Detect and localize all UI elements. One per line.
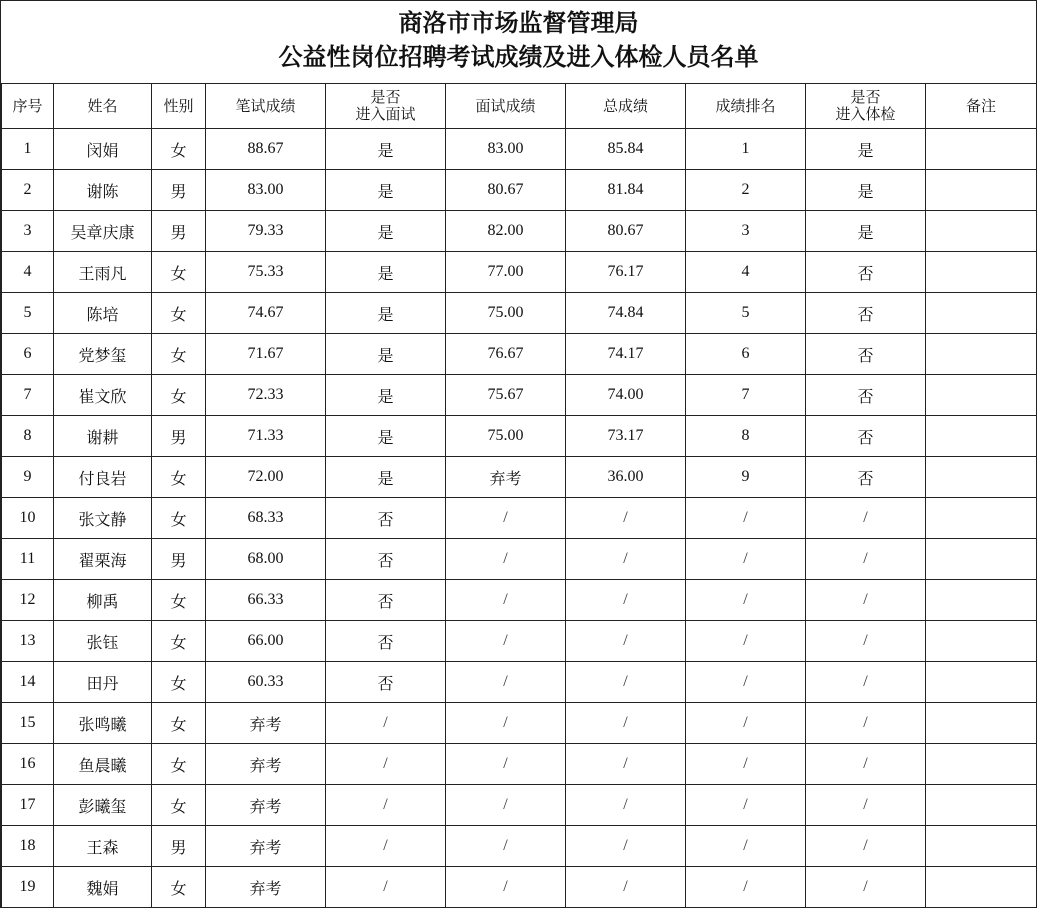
cell-written-score: 75.33 bbox=[206, 252, 326, 293]
table-row bbox=[2, 211, 1037, 252]
header-enter-exam-line2: 进入体检 bbox=[835, 105, 896, 123]
cell-enter-interview: 是 bbox=[326, 170, 446, 211]
cell-seq: 12 bbox=[2, 580, 54, 621]
cell-interview-score: 82.00 bbox=[446, 211, 566, 252]
cell-enter-exam: / bbox=[806, 580, 926, 621]
table-body bbox=[2, 129, 1037, 908]
cell-written-score: 弃考 bbox=[206, 785, 326, 826]
cell-interview-score: 80.67 bbox=[446, 170, 566, 211]
cell-rank: / bbox=[686, 621, 806, 662]
cell-gender: 女 bbox=[152, 252, 206, 293]
title-line-2: 公益性岗位招聘考试成绩及进入体检人员名单 bbox=[278, 42, 759, 71]
cell-enter-interview: / bbox=[326, 826, 446, 867]
header-enter-interview bbox=[326, 84, 446, 129]
header-enter-exam bbox=[806, 84, 926, 129]
cell-seq: 3 bbox=[2, 211, 54, 252]
cell-written-score: 72.33 bbox=[206, 375, 326, 416]
cell-interview-score: 75.67 bbox=[446, 375, 566, 416]
cell-enter-interview: 是 bbox=[326, 334, 446, 375]
cell-enter-exam: / bbox=[806, 785, 926, 826]
cell-enter-exam: / bbox=[806, 498, 926, 539]
cell-name: 魏娟 bbox=[54, 867, 152, 908]
cell-total-score: 74.00 bbox=[566, 375, 686, 416]
cell-written-score: 74.67 bbox=[206, 293, 326, 334]
cell-total-score: / bbox=[566, 744, 686, 785]
cell-enter-exam: 否 bbox=[806, 334, 926, 375]
cell-total-score: / bbox=[566, 621, 686, 662]
cell-enter-interview: 是 bbox=[326, 293, 446, 334]
cell-seq: 7 bbox=[2, 375, 54, 416]
cell-name: 彭曦玺 bbox=[54, 785, 152, 826]
cell-gender: 男 bbox=[152, 170, 206, 211]
cell-interview-score: 76.67 bbox=[446, 334, 566, 375]
header-name: 姓名 bbox=[54, 84, 152, 129]
cell-interview-score: 75.00 bbox=[446, 293, 566, 334]
cell-remark bbox=[926, 334, 1037, 375]
cell-rank: / bbox=[686, 580, 806, 621]
cell-written-score: 66.33 bbox=[206, 580, 326, 621]
table-row bbox=[2, 129, 1037, 170]
cell-gender: 男 bbox=[152, 539, 206, 580]
cell-enter-exam: 是 bbox=[806, 211, 926, 252]
cell-gender: 男 bbox=[152, 211, 206, 252]
cell-written-score: 88.67 bbox=[206, 129, 326, 170]
table-row bbox=[2, 416, 1037, 457]
cell-name: 张鸣曦 bbox=[54, 703, 152, 744]
cell-rank: / bbox=[686, 498, 806, 539]
cell-total-score: 74.17 bbox=[566, 334, 686, 375]
cell-rank: 9 bbox=[686, 457, 806, 498]
cell-gender: 女 bbox=[152, 580, 206, 621]
cell-remark bbox=[926, 375, 1037, 416]
cell-enter-interview: / bbox=[326, 703, 446, 744]
cell-seq: 2 bbox=[2, 170, 54, 211]
cell-interview-score: / bbox=[446, 539, 566, 580]
cell-seq: 17 bbox=[2, 785, 54, 826]
cell-enter-exam: / bbox=[806, 703, 926, 744]
cell-enter-interview: / bbox=[326, 744, 446, 785]
cell-enter-interview: 是 bbox=[326, 457, 446, 498]
header-remark: 备注 bbox=[926, 84, 1037, 129]
cell-total-score: / bbox=[566, 662, 686, 703]
cell-total-score: / bbox=[566, 867, 686, 908]
cell-name: 鱼晨曦 bbox=[54, 744, 152, 785]
cell-rank: / bbox=[686, 703, 806, 744]
cell-remark bbox=[926, 867, 1037, 908]
cell-rank: / bbox=[686, 662, 806, 703]
cell-name: 闵娟 bbox=[54, 129, 152, 170]
cell-enter-exam: / bbox=[806, 539, 926, 580]
cell-total-score: / bbox=[566, 498, 686, 539]
cell-gender: 女 bbox=[152, 703, 206, 744]
cell-enter-interview: 否 bbox=[326, 539, 446, 580]
header-seq: 序号 bbox=[2, 84, 54, 129]
cell-interview-score: 83.00 bbox=[446, 129, 566, 170]
table-row bbox=[2, 375, 1037, 416]
cell-rank: 6 bbox=[686, 334, 806, 375]
header-total-score: 总成绩 bbox=[566, 84, 686, 129]
cell-interview-score: / bbox=[446, 703, 566, 744]
cell-written-score: 弃考 bbox=[206, 826, 326, 867]
table-row bbox=[2, 170, 1037, 211]
cell-written-score: 71.33 bbox=[206, 416, 326, 457]
results-table bbox=[1, 83, 1037, 908]
cell-interview-score: / bbox=[446, 498, 566, 539]
cell-seq: 1 bbox=[2, 129, 54, 170]
table-row bbox=[2, 867, 1037, 908]
cell-enter-interview: 是 bbox=[326, 252, 446, 293]
cell-seq: 10 bbox=[2, 498, 54, 539]
cell-enter-interview: 否 bbox=[326, 662, 446, 703]
cell-interview-score: / bbox=[446, 662, 566, 703]
cell-enter-exam: / bbox=[806, 744, 926, 785]
cell-written-score: 弃考 bbox=[206, 867, 326, 908]
cell-gender: 女 bbox=[152, 293, 206, 334]
cell-name: 付良岩 bbox=[54, 457, 152, 498]
cell-total-score: / bbox=[566, 703, 686, 744]
cell-gender: 女 bbox=[152, 621, 206, 662]
cell-enter-interview: 否 bbox=[326, 498, 446, 539]
cell-interview-score: 77.00 bbox=[446, 252, 566, 293]
cell-seq: 16 bbox=[2, 744, 54, 785]
cell-total-score: 74.84 bbox=[566, 293, 686, 334]
header-written-score: 笔试成绩 bbox=[206, 84, 326, 129]
cell-total-score: 81.84 bbox=[566, 170, 686, 211]
cell-name: 张文静 bbox=[54, 498, 152, 539]
table-row bbox=[2, 539, 1037, 580]
cell-enter-exam: / bbox=[806, 867, 926, 908]
cell-remark bbox=[926, 744, 1037, 785]
cell-gender: 女 bbox=[152, 498, 206, 539]
cell-name: 张钰 bbox=[54, 621, 152, 662]
cell-rank: 1 bbox=[686, 129, 806, 170]
cell-gender: 女 bbox=[152, 129, 206, 170]
cell-interview-score: / bbox=[446, 744, 566, 785]
header-interview-score: 面试成绩 bbox=[446, 84, 566, 129]
header-enter-interview-line2: 进入面试 bbox=[355, 105, 416, 123]
cell-gender: 女 bbox=[152, 334, 206, 375]
cell-total-score: 76.17 bbox=[566, 252, 686, 293]
cell-rank: / bbox=[686, 785, 806, 826]
cell-remark bbox=[926, 170, 1037, 211]
cell-enter-exam: 否 bbox=[806, 457, 926, 498]
title-line-1: 商洛市市场监督管理局 bbox=[398, 8, 639, 37]
cell-rank: 2 bbox=[686, 170, 806, 211]
table-row bbox=[2, 662, 1037, 703]
cell-enter-interview: 否 bbox=[326, 580, 446, 621]
cell-total-score: 85.84 bbox=[566, 129, 686, 170]
table-row bbox=[2, 703, 1037, 744]
cell-seq: 6 bbox=[2, 334, 54, 375]
cell-written-score: 68.33 bbox=[206, 498, 326, 539]
cell-gender: 女 bbox=[152, 457, 206, 498]
cell-seq: 19 bbox=[2, 867, 54, 908]
cell-enter-exam: 否 bbox=[806, 375, 926, 416]
cell-rank: 4 bbox=[686, 252, 806, 293]
table-row bbox=[2, 826, 1037, 867]
cell-enter-exam: 否 bbox=[806, 293, 926, 334]
cell-written-score: 71.67 bbox=[206, 334, 326, 375]
cell-remark bbox=[926, 826, 1037, 867]
cell-interview-score: 弃考 bbox=[446, 457, 566, 498]
table-row bbox=[2, 457, 1037, 498]
cell-remark bbox=[926, 416, 1037, 457]
cell-enter-interview: 是 bbox=[326, 211, 446, 252]
cell-remark bbox=[926, 211, 1037, 252]
header-enter-interview-line1: 是否 bbox=[370, 88, 401, 106]
cell-interview-score: / bbox=[446, 867, 566, 908]
cell-name: 吴章庆康 bbox=[54, 211, 152, 252]
table-row bbox=[2, 293, 1037, 334]
document-title bbox=[1, 1, 1036, 83]
table-row bbox=[2, 580, 1037, 621]
cell-written-score: 83.00 bbox=[206, 170, 326, 211]
cell-interview-score: / bbox=[446, 785, 566, 826]
cell-gender: 女 bbox=[152, 375, 206, 416]
cell-gender: 女 bbox=[152, 785, 206, 826]
cell-name: 翟栗海 bbox=[54, 539, 152, 580]
cell-gender: 女 bbox=[152, 867, 206, 908]
cell-enter-exam: / bbox=[806, 826, 926, 867]
cell-interview-score: 75.00 bbox=[446, 416, 566, 457]
cell-remark bbox=[926, 580, 1037, 621]
cell-enter-interview: 是 bbox=[326, 375, 446, 416]
cell-rank: 5 bbox=[686, 293, 806, 334]
cell-rank: / bbox=[686, 744, 806, 785]
header-rank: 成绩排名 bbox=[686, 84, 806, 129]
cell-written-score: 弃考 bbox=[206, 744, 326, 785]
header-row bbox=[2, 84, 1037, 129]
cell-written-score: 60.33 bbox=[206, 662, 326, 703]
cell-name: 王森 bbox=[54, 826, 152, 867]
cell-seq: 14 bbox=[2, 662, 54, 703]
cell-written-score: 68.00 bbox=[206, 539, 326, 580]
cell-written-score: 弃考 bbox=[206, 703, 326, 744]
cell-seq: 5 bbox=[2, 293, 54, 334]
table-row bbox=[2, 744, 1037, 785]
cell-rank: / bbox=[686, 867, 806, 908]
cell-seq: 15 bbox=[2, 703, 54, 744]
cell-written-score: 72.00 bbox=[206, 457, 326, 498]
cell-total-score: 36.00 bbox=[566, 457, 686, 498]
cell-seq: 4 bbox=[2, 252, 54, 293]
cell-written-score: 66.00 bbox=[206, 621, 326, 662]
cell-total-score: 73.17 bbox=[566, 416, 686, 457]
cell-remark bbox=[926, 293, 1037, 334]
cell-enter-interview: 否 bbox=[326, 621, 446, 662]
cell-interview-score: / bbox=[446, 826, 566, 867]
cell-remark bbox=[926, 621, 1037, 662]
cell-enter-exam: / bbox=[806, 662, 926, 703]
cell-remark bbox=[926, 662, 1037, 703]
cell-gender: 男 bbox=[152, 416, 206, 457]
cell-enter-interview: 是 bbox=[326, 416, 446, 457]
cell-enter-exam: / bbox=[806, 621, 926, 662]
cell-gender: 男 bbox=[152, 826, 206, 867]
cell-remark bbox=[926, 539, 1037, 580]
cell-enter-exam: 否 bbox=[806, 416, 926, 457]
table-row bbox=[2, 498, 1037, 539]
cell-seq: 9 bbox=[2, 457, 54, 498]
cell-rank: 7 bbox=[686, 375, 806, 416]
table-row bbox=[2, 785, 1037, 826]
cell-remark bbox=[926, 785, 1037, 826]
table-row bbox=[2, 621, 1037, 662]
cell-enter-interview: / bbox=[326, 785, 446, 826]
cell-total-score: 80.67 bbox=[566, 211, 686, 252]
cell-rank: 8 bbox=[686, 416, 806, 457]
cell-interview-score: / bbox=[446, 580, 566, 621]
cell-name: 崔文欣 bbox=[54, 375, 152, 416]
cell-name: 陈培 bbox=[54, 293, 152, 334]
cell-remark bbox=[926, 703, 1037, 744]
cell-interview-score: / bbox=[446, 621, 566, 662]
cell-gender: 女 bbox=[152, 662, 206, 703]
cell-name: 党梦玺 bbox=[54, 334, 152, 375]
cell-remark bbox=[926, 498, 1037, 539]
cell-rank: 3 bbox=[686, 211, 806, 252]
cell-remark bbox=[926, 129, 1037, 170]
cell-enter-exam: 否 bbox=[806, 252, 926, 293]
cell-remark bbox=[926, 457, 1037, 498]
cell-seq: 8 bbox=[2, 416, 54, 457]
cell-written-score: 79.33 bbox=[206, 211, 326, 252]
cell-seq: 13 bbox=[2, 621, 54, 662]
cell-total-score: / bbox=[566, 826, 686, 867]
cell-enter-exam: 是 bbox=[806, 129, 926, 170]
cell-name: 王雨凡 bbox=[54, 252, 152, 293]
cell-total-score: / bbox=[566, 539, 686, 580]
cell-enter-interview: / bbox=[326, 867, 446, 908]
cell-total-score: / bbox=[566, 785, 686, 826]
table-row bbox=[2, 334, 1037, 375]
cell-total-score: / bbox=[566, 580, 686, 621]
cell-name: 谢耕 bbox=[54, 416, 152, 457]
cell-name: 柳禹 bbox=[54, 580, 152, 621]
cell-enter-interview: 是 bbox=[326, 129, 446, 170]
header-gender: 性别 bbox=[152, 84, 206, 129]
cell-seq: 18 bbox=[2, 826, 54, 867]
cell-gender: 女 bbox=[152, 744, 206, 785]
header-enter-exam-line1: 是否 bbox=[850, 88, 881, 106]
cell-name: 田丹 bbox=[54, 662, 152, 703]
cell-enter-exam: 是 bbox=[806, 170, 926, 211]
cell-remark bbox=[926, 252, 1037, 293]
cell-rank: / bbox=[686, 826, 806, 867]
cell-rank: / bbox=[686, 539, 806, 580]
cell-seq: 11 bbox=[2, 539, 54, 580]
table-row bbox=[2, 252, 1037, 293]
cell-name: 谢陈 bbox=[54, 170, 152, 211]
